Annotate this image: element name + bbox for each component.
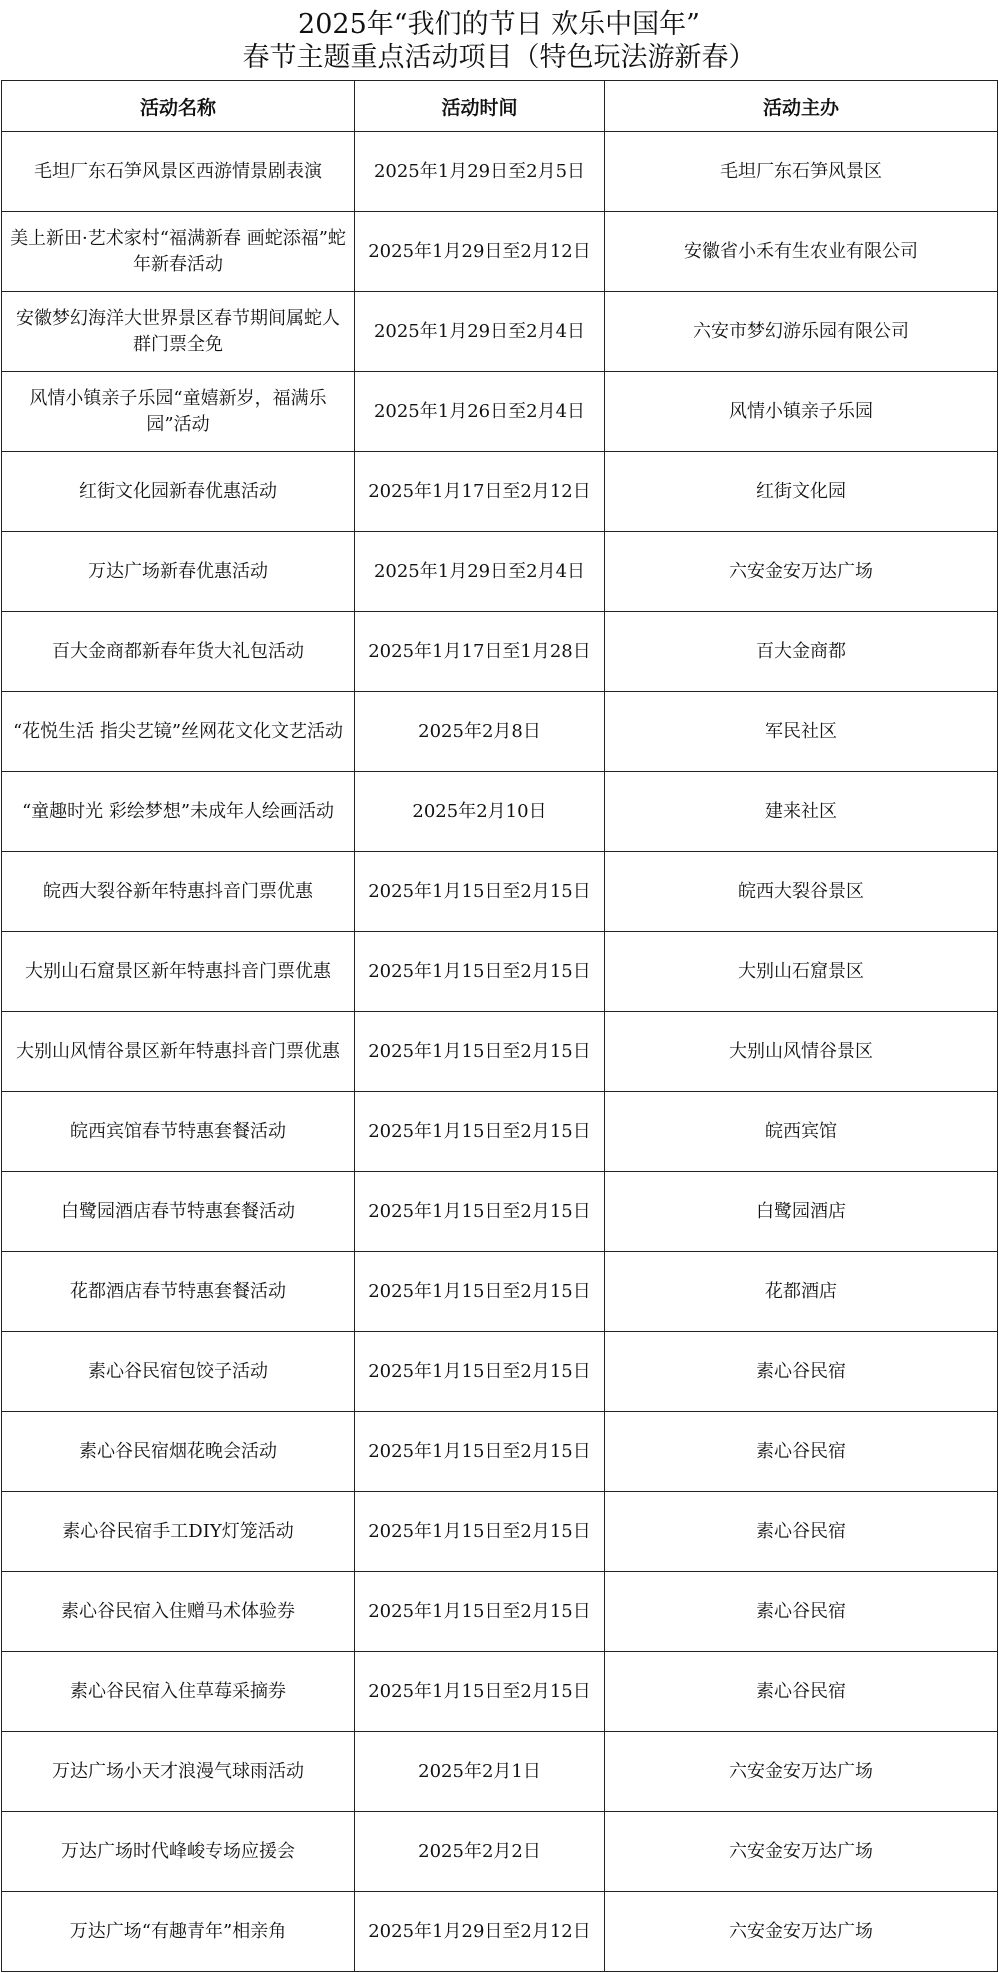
activity-time-cell: 2025年1月15日至2月15日 xyxy=(355,1092,605,1172)
table-row xyxy=(2,852,998,932)
activity-host-cell: 素心谷民宿 xyxy=(605,1572,998,1652)
activity-name-cell: 红街文化园新春优惠活动 xyxy=(2,452,355,532)
activity-host-cell: 六安金安万达广场 xyxy=(605,532,998,612)
activity-name-cell: 花都酒店春节特惠套餐活动 xyxy=(2,1252,355,1332)
table-header-row xyxy=(2,81,998,132)
table-row xyxy=(2,452,998,532)
activity-time-cell: 2025年1月15日至2月15日 xyxy=(355,1652,605,1732)
activity-name-cell: 万达广场“有趣青年”相亲角 xyxy=(2,1892,355,1972)
activity-host-cell: 六安市梦幻游乐园有限公司 xyxy=(605,292,998,372)
activity-name-cell: 皖西大裂谷新年特惠抖音门票优惠 xyxy=(2,852,355,932)
activity-time-cell: 2025年2月10日 xyxy=(355,772,605,852)
activity-name-cell: 素心谷民宿烟花晚会活动 xyxy=(2,1412,355,1492)
activity-time-cell: 2025年2月2日 xyxy=(355,1812,605,1892)
table-body xyxy=(2,132,998,1972)
table-row xyxy=(2,1652,998,1732)
activity-name-cell: 大别山石窟景区新年特惠抖音门票优惠 xyxy=(2,932,355,1012)
activity-name-cell: 万达广场新春优惠活动 xyxy=(2,532,355,612)
activity-time-cell: 2025年1月15日至2月15日 xyxy=(355,932,605,1012)
activity-host-cell: 素心谷民宿 xyxy=(605,1652,998,1732)
table-row xyxy=(2,1092,998,1172)
activity-time-cell: 2025年1月15日至2月15日 xyxy=(355,1332,605,1412)
activity-time-cell: 2025年1月29日至2月12日 xyxy=(355,212,605,292)
activity-name-cell: 安徽梦幻海洋大世界景区春节期间属蛇人群门票全免 xyxy=(2,292,355,372)
table-row xyxy=(2,1492,998,1572)
activity-name-cell: 素心谷民宿入住草莓采摘券 xyxy=(2,1652,355,1732)
activity-host-cell: 素心谷民宿 xyxy=(605,1332,998,1412)
document-title xyxy=(0,0,998,80)
activity-host-cell: 花都酒店 xyxy=(605,1252,998,1332)
table-row xyxy=(2,932,998,1012)
activity-time-cell: 2025年1月15日至2月15日 xyxy=(355,1012,605,1092)
title-line-2: 春节主题重点活动项目（特色玩法游新春） xyxy=(242,42,756,73)
table-row xyxy=(2,1572,998,1652)
table-row xyxy=(2,1412,998,1492)
activity-host-cell: 安徽省小禾有生农业有限公司 xyxy=(605,212,998,292)
activity-host-cell: 白鹭园酒店 xyxy=(605,1172,998,1252)
activity-time-cell: 2025年2月8日 xyxy=(355,692,605,772)
table-row xyxy=(2,772,998,852)
table-row xyxy=(2,1252,998,1332)
table-row xyxy=(2,612,998,692)
activity-name-cell: 美上新田·艺术家村“福满新春 画蛇添福”蛇年新春活动 xyxy=(2,212,355,292)
table-row xyxy=(2,532,998,612)
activity-time-cell: 2025年1月15日至2月15日 xyxy=(355,852,605,932)
table-row xyxy=(2,1812,998,1892)
title-line-1: 2025年“我们的节日 欢乐中国年” xyxy=(298,9,700,40)
activity-host-cell: 素心谷民宿 xyxy=(605,1412,998,1492)
activity-host-cell: 风情小镇亲子乐园 xyxy=(605,372,998,452)
activity-host-cell: 毛坦厂东石笋风景区 xyxy=(605,132,998,212)
activity-host-cell: 皖西宾馆 xyxy=(605,1092,998,1172)
activity-host-cell: 六安金安万达广场 xyxy=(605,1732,998,1812)
activity-time-cell: 2025年1月15日至2月15日 xyxy=(355,1412,605,1492)
table-row xyxy=(2,1012,998,1092)
activity-time-cell: 2025年1月15日至2月15日 xyxy=(355,1572,605,1652)
activity-name-cell: 万达广场时代峰峻专场应援会 xyxy=(2,1812,355,1892)
table-row xyxy=(2,372,998,452)
activity-host-cell: 百大金商都 xyxy=(605,612,998,692)
activity-time-cell: 2025年1月29日至2月4日 xyxy=(355,532,605,612)
activity-time-cell: 2025年1月26日至2月4日 xyxy=(355,372,605,452)
table-row xyxy=(2,132,998,212)
activity-time-cell: 2025年1月17日至1月28日 xyxy=(355,612,605,692)
activity-name-cell: “花悦生活 指尖艺镜”丝网花文化文艺活动 xyxy=(2,692,355,772)
activities-table xyxy=(1,80,998,1972)
activity-name-cell: 素心谷民宿包饺子活动 xyxy=(2,1332,355,1412)
activity-name-cell: 百大金商都新春年货大礼包活动 xyxy=(2,612,355,692)
activity-host-cell: 大别山风情谷景区 xyxy=(605,1012,998,1092)
activity-name-cell: 皖西宾馆春节特惠套餐活动 xyxy=(2,1092,355,1172)
header-activity-host: 活动主办 xyxy=(605,81,998,132)
activity-time-cell: 2025年2月1日 xyxy=(355,1732,605,1812)
activity-name-cell: 万达广场小天才浪漫气球雨活动 xyxy=(2,1732,355,1812)
activity-time-cell: 2025年1月29日至2月4日 xyxy=(355,292,605,372)
activity-time-cell: 2025年1月15日至2月15日 xyxy=(355,1252,605,1332)
table-row xyxy=(2,212,998,292)
activity-host-cell: 红街文化园 xyxy=(605,452,998,532)
activity-host-cell: 建来社区 xyxy=(605,772,998,852)
activity-host-cell: 军民社区 xyxy=(605,692,998,772)
activity-host-cell: 皖西大裂谷景区 xyxy=(605,852,998,932)
table-row xyxy=(2,1892,998,1972)
table-row xyxy=(2,1732,998,1812)
activity-name-cell: 素心谷民宿手工DIY灯笼活动 xyxy=(2,1492,355,1572)
table-row xyxy=(2,692,998,772)
activity-host-cell: 六安金安万达广场 xyxy=(605,1892,998,1972)
activity-time-cell: 2025年1月15日至2月15日 xyxy=(355,1172,605,1252)
activity-time-cell: 2025年1月17日至2月12日 xyxy=(355,452,605,532)
activity-host-cell: 大别山石窟景区 xyxy=(605,932,998,1012)
activity-name-cell: “童趣时光 彩绘梦想”未成年人绘画活动 xyxy=(2,772,355,852)
table-row xyxy=(2,1332,998,1412)
activity-name-cell: 素心谷民宿入住赠马术体验券 xyxy=(2,1572,355,1652)
activity-time-cell: 2025年1月29日至2月5日 xyxy=(355,132,605,212)
table-row xyxy=(2,1172,998,1252)
activity-name-cell: 大别山风情谷景区新年特惠抖音门票优惠 xyxy=(2,1012,355,1092)
activity-time-cell: 2025年1月15日至2月15日 xyxy=(355,1492,605,1572)
activity-name-cell: 白鹭园酒店春节特惠套餐活动 xyxy=(2,1172,355,1252)
activity-host-cell: 六安金安万达广场 xyxy=(605,1812,998,1892)
activity-name-cell: 风情小镇亲子乐园“童嬉新岁，福满乐园”活动 xyxy=(2,372,355,452)
activity-time-cell: 2025年1月29日至2月12日 xyxy=(355,1892,605,1972)
activity-host-cell: 素心谷民宿 xyxy=(605,1492,998,1572)
table-row xyxy=(2,292,998,372)
activity-name-cell: 毛坦厂东石笋风景区西游情景剧表演 xyxy=(2,132,355,212)
header-activity-time: 活动时间 xyxy=(355,81,605,132)
header-activity-name: 活动名称 xyxy=(2,81,355,132)
